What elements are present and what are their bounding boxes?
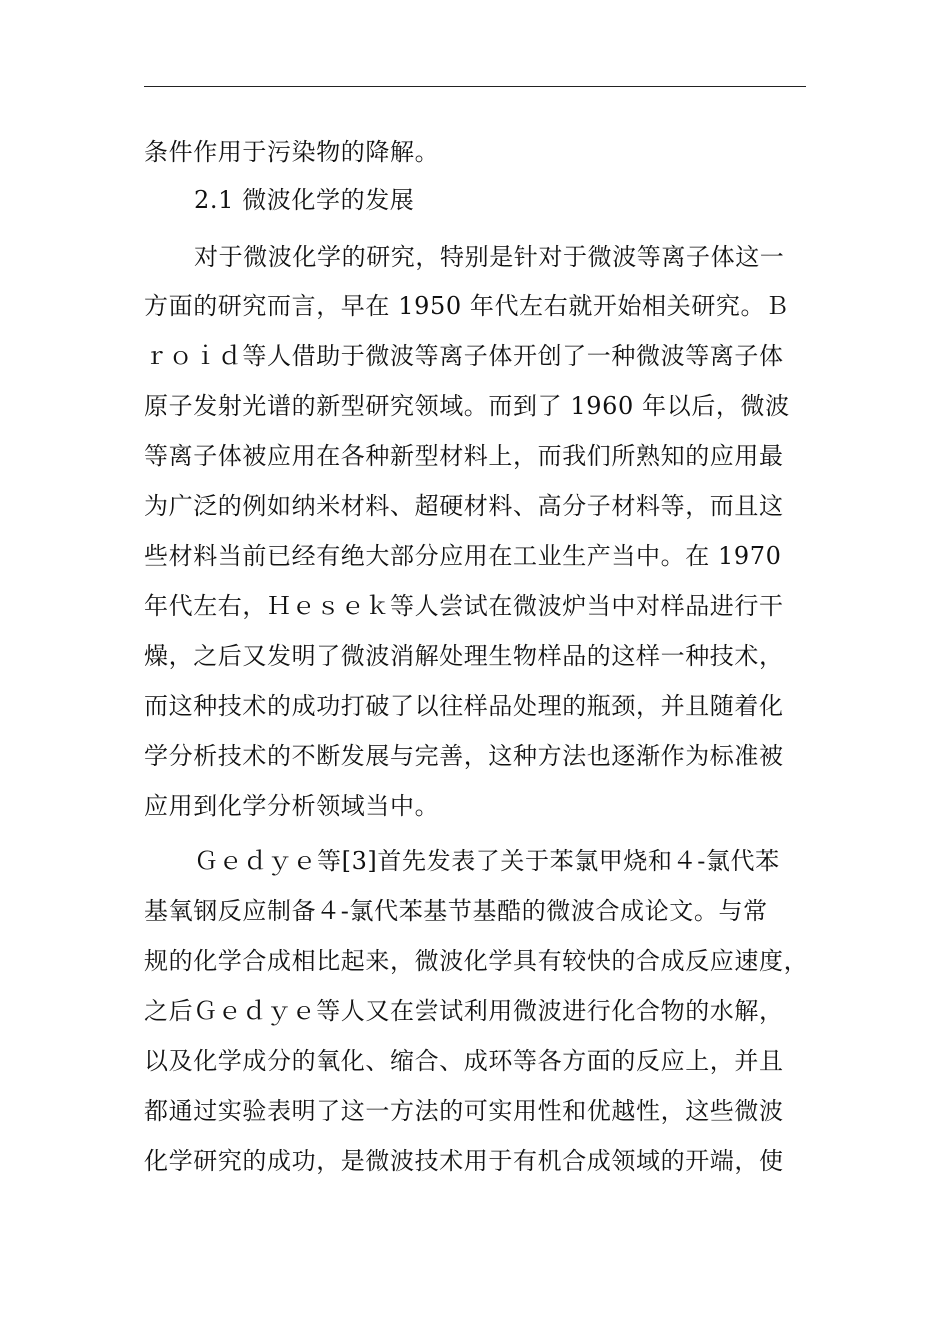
section-heading: 2.1 微波化学的发展 [194,186,415,214]
text-line: 之后Ｇｅｄｙｅ等人又在尝试利用微波进行化合物的水解， [144,997,784,1025]
text-line: 为广泛的例如纳米材料、超硬材料、高分子材料等，而且这 [144,492,784,520]
text-line: 以及化学成分的氧化、缩合、成环等各方面的反应上，并且 [144,1047,784,1075]
text-line: 些材料当前已经有绝大部分应用在工业生产当中。在 1970 [144,542,782,570]
text-line: 化学研究的成功，是微波技术用于有机合成领域的开端，使 [144,1147,784,1175]
header-rule [144,86,806,87]
text-line: 条件作用于污染物的降解。 [144,138,440,166]
text-line: 对于微波化学的研究，特别是针对于微波等离子体这一 [194,243,785,271]
text-line: 燥，之后又发明了微波消解处理生物样品的这样一种技术， [144,642,784,670]
text-line: 方面的研究而言，早在 1950 年代左右就开始相关研究。Ｂ [144,292,790,320]
text-line: 都通过实验表明了这一方法的可实用性和优越性，这些微波 [144,1097,784,1125]
text-line: 年代左右，Ｈｅｓｅｋ等人尝试在微波炉当中对样品进行干 [144,592,784,620]
text-line: 基氧钢反应制备４-氯代苯基节基酷的微波合成论文。与常 [144,897,768,925]
text-line: 而这种技术的成功打破了以往样品处理的瓶颈，并且随着化 [144,692,784,720]
text-line: ｒｏｉｄ等人借助于微波等离子体开创了一种微波等离子体 [144,342,784,370]
text-line: 应用到化学分析领域当中。 [144,792,440,820]
text-line: 规的化学合成相比起来，微波化学具有较快的合成反应速度， [144,947,809,975]
text-line: Ｇｅｄｙｅ等[3]首先发表了关于苯氯甲烧和４-氯代苯 [194,847,780,875]
text-line: 原子发射光谱的新型研究领域。而到了 1960 年以后，微波 [144,392,790,420]
text-line: 等离子体被应用在各种新型材料上，而我们所熟知的应用最 [144,442,784,470]
text-line: 学分析技术的不断发展与完善，这种方法也逐渐作为标准被 [144,742,784,770]
